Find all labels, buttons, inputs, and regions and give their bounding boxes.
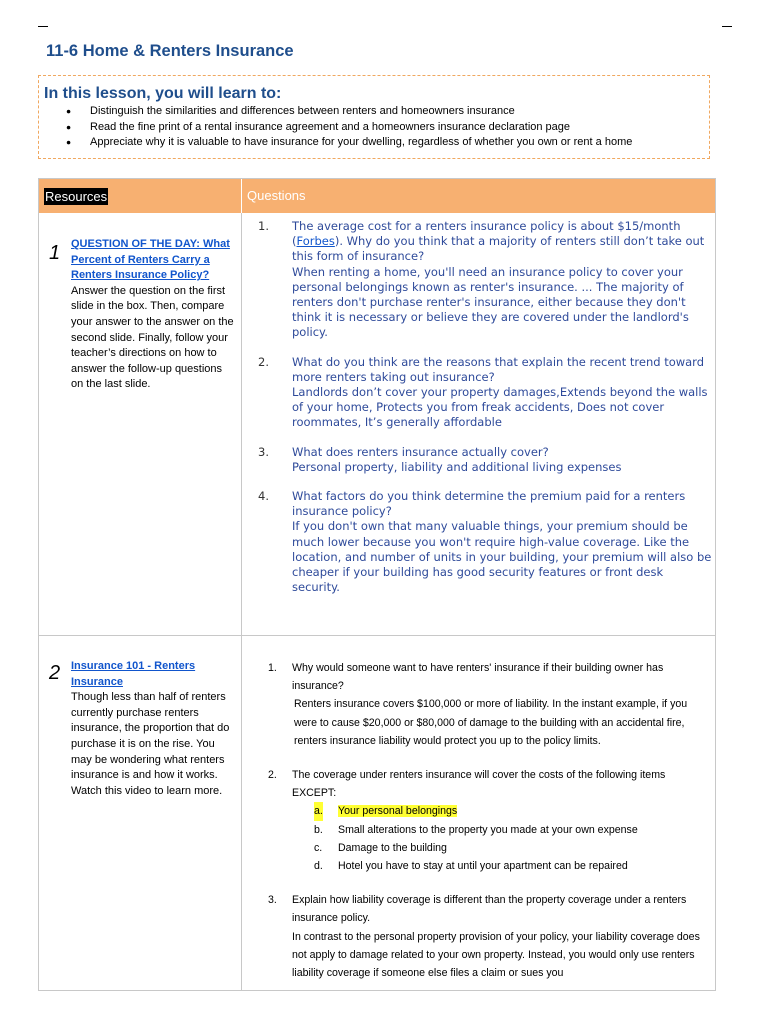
option-letter: d. bbox=[314, 860, 323, 873]
question-text-cont: ). Why do you think that a majority of renters still don’t take out this form of insurance? bbox=[292, 234, 705, 264]
answer-text: In contrast to the personal property provision of your policy, your liability coverage does not apply to damage related to your own property. Instead, you would only use renters liability coverage if someone else files a claim or sues you bbox=[292, 930, 700, 980]
resource-description: Answer the question on the first slide in the box. Then, compare your answer to the answer on the second slide. Finally, follow your teacher’s directions on how to answer the follow-up questions on the last slide. bbox=[71, 284, 234, 391]
question-item bbox=[242, 445, 712, 475]
question-number: 3. bbox=[268, 894, 277, 907]
resource-description: Though less than half of renters currently purchase renters insurance, the proportion that do purchase it is on the rise. You may be wondering what renters insurance is and how it works. Watch this video to learn more. bbox=[71, 691, 230, 797]
question-text: The average cost for a renters insurance policy is about $15/month ( bbox=[292, 219, 681, 249]
resource-number: 1 bbox=[49, 242, 61, 264]
page-corner-mark-right bbox=[722, 26, 732, 27]
option-item bbox=[292, 802, 712, 820]
question-number: 1. bbox=[258, 219, 269, 233]
option-letter: b. bbox=[314, 823, 323, 836]
resource-body bbox=[71, 659, 236, 799]
questions-header-cell bbox=[242, 179, 715, 213]
answer-options bbox=[292, 802, 712, 875]
objectives-list bbox=[44, 104, 703, 151]
question-text: The coverage under renters insurance will cover the costs of the following items EXCEPT: bbox=[292, 769, 666, 800]
objective-item: ● Read the fine print of a rental insurance agreement and a homeowners insurance declaration page bbox=[44, 120, 703, 136]
question-number: 1. bbox=[268, 662, 277, 674]
objective-item: ● Distinguish the similarities and differences between renters and homeowners insurance bbox=[44, 104, 703, 120]
objective-item: ● Appreciate why it is valuable to have insurance for your dwelling, regardless of whether you own or rent a home bbox=[44, 135, 703, 151]
resource-number: 2 bbox=[49, 662, 61, 684]
option-item bbox=[292, 839, 712, 857]
questions-list-2 bbox=[242, 659, 712, 998]
page-title: 11-6 Home & Renters Insurance bbox=[46, 42, 294, 60]
question-text: What factors do you think determine the premium paid for a renters insurance policy? bbox=[292, 489, 686, 519]
question-number: 2. bbox=[268, 769, 277, 782]
learning-objectives-box bbox=[38, 75, 710, 159]
question-text: What do you think are the reasons that explain the recent trend toward more renters taking out insurance? bbox=[292, 354, 705, 384]
question-text: Why would someone want to have renters' insurance if their building owner has insurance? bbox=[292, 662, 664, 693]
answer-text: Landlords don’t cover your property damages,Extends beyond the walls of your home, Protects you from freak accidents, Does not cover roommates, It’s generally affordable bbox=[292, 385, 708, 430]
question-number: 4. bbox=[258, 489, 269, 504]
option-text: Hotel you have to stay at until your apartment can be repaired bbox=[338, 860, 628, 873]
question-number: 2. bbox=[258, 354, 269, 369]
option-letter: a. bbox=[314, 802, 323, 820]
row-divider bbox=[39, 635, 715, 636]
answer-text: Personal property, liability and additional living expenses bbox=[292, 459, 622, 474]
insurance-101-video-link[interactable]: Insurance 101 - Renters Insurance bbox=[71, 660, 196, 688]
resource-body bbox=[71, 237, 236, 393]
option-item bbox=[292, 821, 712, 839]
question-item bbox=[242, 891, 712, 982]
option-text-highlighted: Your personal belongings bbox=[338, 805, 458, 818]
objectives-heading: In this lesson, you will learn to: bbox=[44, 85, 282, 102]
option-text: Damage to the building bbox=[338, 841, 447, 854]
question-item bbox=[242, 355, 712, 431]
question-text: Explain how liability coverage is different than the property coverage under a renters insurance policy. bbox=[292, 894, 687, 925]
answer-text: Renters insurance covers $100,000 or more of liability. In the instant example, if you were to cause $20,000 or $80,000 of damage to the building with an accidental fire, renters insurance liability would protect you up to the policy limits. bbox=[294, 698, 688, 747]
lesson-table bbox=[38, 178, 716, 991]
forbes-link[interactable]: Forbes bbox=[296, 234, 335, 249]
answer-text: If you don't own that many valuable things, your premium should be much lower because you won't require high-value coverage. Like the location, and number of units in your building, your premium will also be cheaper if your building has good security features or front desk security. bbox=[292, 519, 712, 595]
question-number: 3. bbox=[258, 444, 269, 459]
question-text: What does renters insurance actually cover? bbox=[292, 444, 549, 459]
question-item bbox=[242, 219, 712, 341]
page-corner-mark-left bbox=[38, 26, 48, 27]
option-text: Small alterations to the property you made at your own expense bbox=[338, 823, 638, 836]
question-of-the-day-link[interactable]: QUESTION OF THE DAY: What Percent of Renters Carry a Renters Insurance Policy? bbox=[71, 238, 230, 282]
question-item bbox=[242, 659, 712, 750]
questions-list-1 bbox=[242, 219, 712, 609]
question-item bbox=[242, 489, 712, 595]
question-item bbox=[242, 766, 712, 875]
option-item bbox=[292, 857, 712, 875]
option-letter: c. bbox=[314, 841, 323, 854]
answer-text: When renting a home, you'll need an insurance policy to cover your personal belongings known as renter's insurance. ... The majority of renters don't purchase renter's insurance, either because they don't think it is necessary or believe they are covered under the landlord's policy. bbox=[292, 264, 689, 340]
resources-header-cell bbox=[39, 179, 241, 213]
resources-header: Resources bbox=[45, 189, 108, 204]
questions-header: Questions bbox=[247, 188, 306, 203]
